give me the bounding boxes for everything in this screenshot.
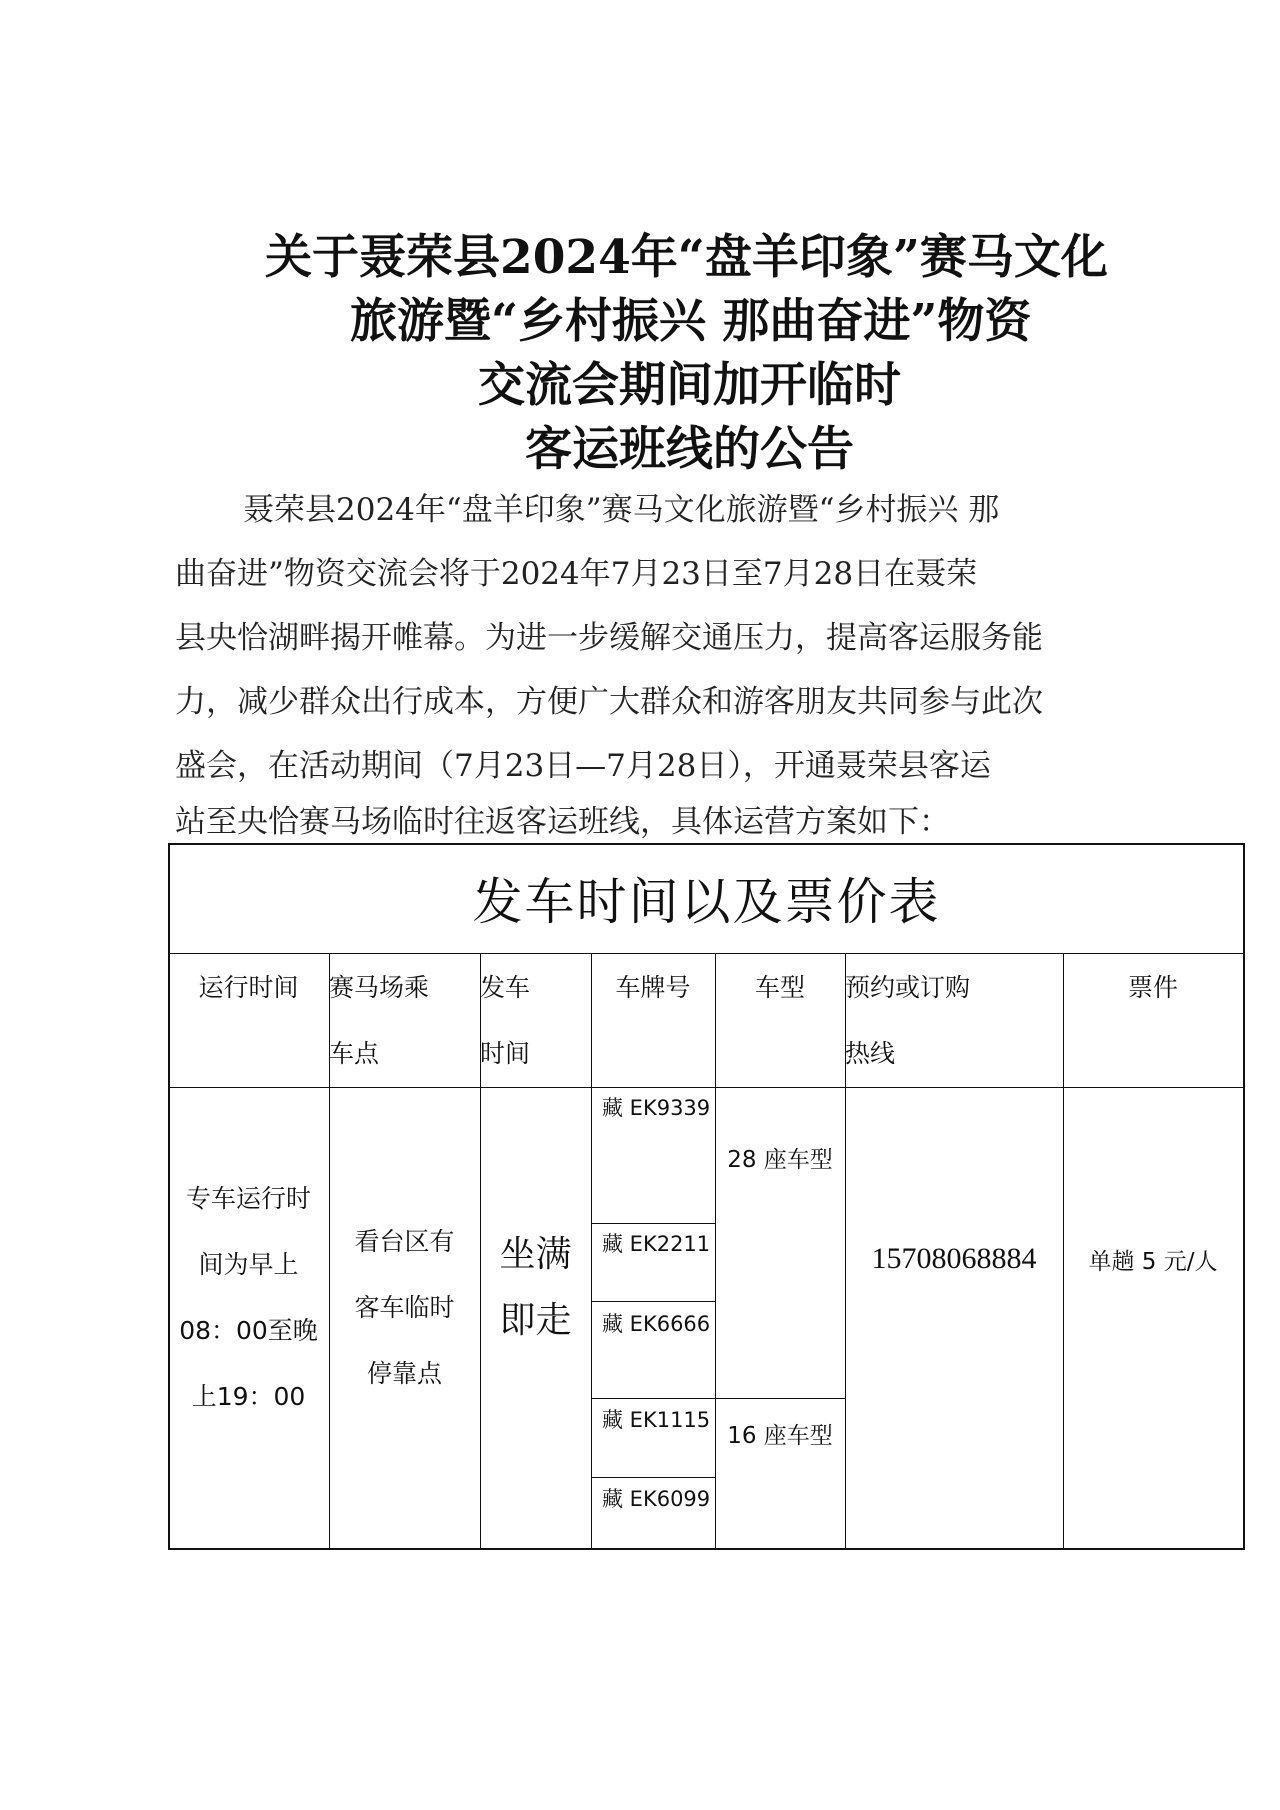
body-line-6: 站至央恰赛马场临时往返客运班线，具体运营方案如下： bbox=[175, 804, 950, 840]
run-time-line-1: 专车运行时 bbox=[185, 1183, 311, 1213]
body-line-1: 聂荣县2024年“盘羊印象”赛马文化旅游暨“乡村振兴 那 bbox=[243, 492, 1000, 528]
plate-row-divider bbox=[591, 1301, 715, 1302]
plate-row-divider bbox=[591, 1398, 715, 1399]
body-line-3: 县央恰湖畔揭开帷幕。为进一步缓解交通压力，提高客运服务能 bbox=[175, 620, 1043, 656]
header-departure-line-2: 时间 bbox=[480, 1039, 531, 1068]
header-fare: 票件 bbox=[1127, 973, 1178, 1002]
plate-number: 藏 EK2211 bbox=[602, 1232, 711, 1256]
announcement-title-line-3: 交流会期间加开临时 bbox=[478, 358, 901, 413]
header-hotline bbox=[845, 953, 1063, 1089]
header-departure-time bbox=[480, 953, 591, 1089]
body-line-2: 曲奋进”物资交流会将于2024年7月23日至7月28日在聂荣 bbox=[175, 556, 978, 592]
plate-row-divider bbox=[591, 1223, 715, 1224]
plate-row-divider bbox=[591, 1477, 715, 1478]
header-plate-number: 车牌号 bbox=[615, 973, 691, 1002]
cell-departure bbox=[480, 1087, 591, 1548]
announcement-title-line-4: 客运班线的公告 bbox=[525, 422, 854, 477]
schedule-fare-table bbox=[168, 843, 1245, 1550]
departure-line-2: 即走 bbox=[499, 1299, 572, 1341]
header-pickup-point bbox=[329, 953, 480, 1089]
run-time-line-3: 08：00至晚 bbox=[179, 1315, 318, 1345]
plate-number: 藏 EK9339 bbox=[602, 1096, 711, 1120]
pickup-line-1: 看台区有 bbox=[354, 1226, 455, 1256]
announcement-title-line-1: 关于聂荣县2024年“盘羊印象”赛马文化 bbox=[265, 230, 1108, 285]
vehicle-type-16: 16 座车型 bbox=[727, 1422, 833, 1449]
hotline-number: 15708068884 bbox=[871, 1242, 1037, 1275]
header-departure-line-1: 发车 bbox=[480, 973, 531, 1002]
pickup-line-2: 客车临时 bbox=[354, 1292, 455, 1322]
cell-pickup-point bbox=[329, 1087, 480, 1548]
plate-number: 藏 EK6666 bbox=[602, 1312, 711, 1336]
header-run-time: 运行时间 bbox=[198, 973, 299, 1002]
vehicle-type-28: 28 座车型 bbox=[727, 1146, 833, 1173]
table-title: 发车时间以及票价表 bbox=[472, 873, 941, 931]
plate-number: 藏 EK1115 bbox=[602, 1408, 711, 1432]
plate-number: 藏 EK6099 bbox=[602, 1487, 711, 1511]
header-pickup-line-2: 车点 bbox=[329, 1039, 380, 1068]
header-hotline-line-2: 热线 bbox=[845, 1039, 896, 1068]
body-line-4: 力，减少群众出行成本，方便广大群众和游客朋友共同参与此次 bbox=[175, 684, 1043, 720]
fare-value: 单趟 5 元/人 bbox=[1088, 1248, 1218, 1275]
departure-line-1: 坐满 bbox=[499, 1233, 572, 1275]
run-time-line-4: 上19：00 bbox=[191, 1381, 306, 1411]
cell-run-time bbox=[168, 1087, 329, 1548]
pickup-line-3: 停靠点 bbox=[366, 1358, 442, 1388]
run-time-line-2: 间为早上 bbox=[198, 1249, 299, 1279]
header-vehicle-type: 车型 bbox=[754, 973, 805, 1002]
announcement-title-line-2: 旅游暨“乡村振兴 那曲奋进”物资 bbox=[350, 294, 1032, 349]
header-pickup-line-1: 赛马场乘 bbox=[329, 973, 430, 1002]
body-line-5: 盛会，在活动期间（7月23日—7月28日），开通聂荣县客运 bbox=[175, 748, 991, 784]
header-hotline-line-1: 预约或订购 bbox=[845, 973, 971, 1002]
